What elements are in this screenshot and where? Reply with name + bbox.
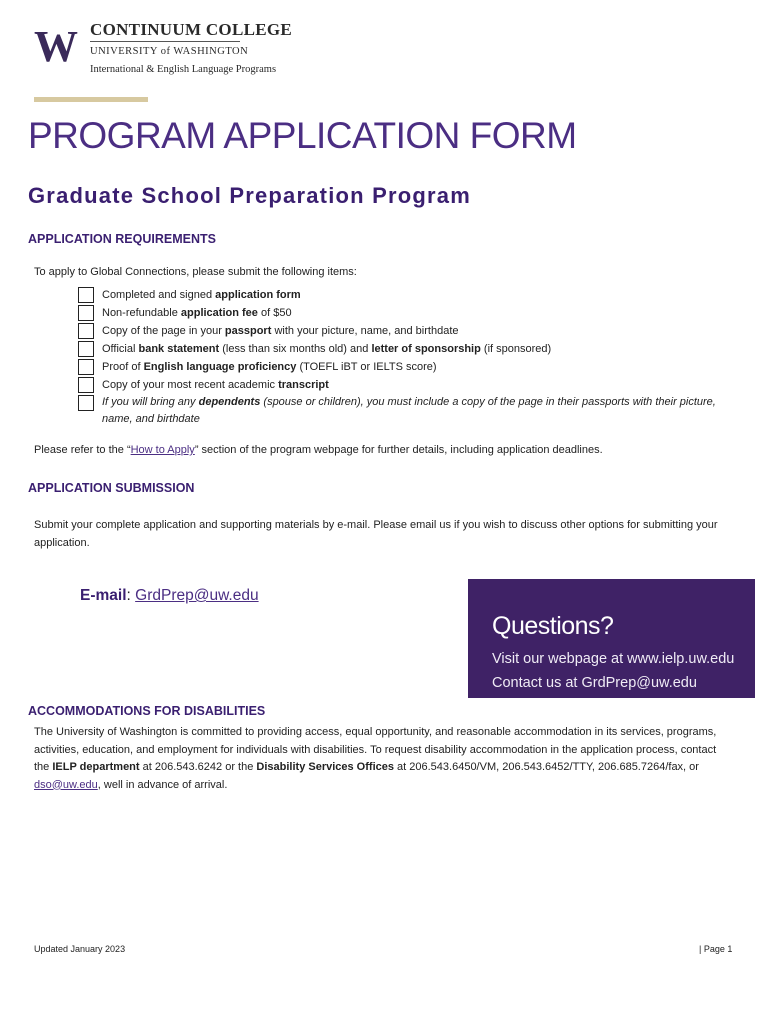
submission-text: Submit your complete application and supporting materials by e-mail. Please email us if you wish to discuss other options for submitting your application.: [34, 519, 718, 549]
checklist-item-text: Copy of the page in your passport with your picture, name, and birthdate: [102, 325, 459, 337]
checklist-item-text: Copy of your most recent academic transcript: [102, 379, 329, 391]
checkbox[interactable]: [78, 287, 94, 303]
refer-note: Please refer to the “How to Apply” section of the program webpage for further details, including application deadlines.: [34, 444, 603, 456]
checklist-item: [78, 322, 738, 340]
logo-line-programs: International & English Language Programs: [90, 64, 277, 75]
checklist-item-text: Proof of English language proficiency (TOEFL iBT or IELTS score): [102, 361, 437, 373]
dso-email-link[interactable]: dso@uw.edu: [34, 778, 98, 791]
checklist-item: [78, 376, 738, 394]
logo-text: [90, 20, 292, 78]
checklist-item-text: Non-refundable application fee of $50: [102, 307, 292, 319]
checkbox[interactable]: [78, 377, 94, 393]
checklist-item: [78, 394, 738, 430]
checklist-item: [78, 340, 738, 358]
program-subtitle: Graduate School Preparation Program: [28, 183, 471, 208]
footer-updated: Updated January 2023: [34, 944, 126, 954]
accommodations-heading: ACCOMMODATIONS FOR DISABILITIES: [28, 704, 266, 718]
questions-contact: Contact us at GrdPrep@uw.edu: [492, 675, 697, 691]
checklist-item-text: If you will bring any dependents (spouse or children), you must include a copy of the page in their passports with their picture, name, and birthdate: [102, 396, 716, 425]
questions-webpage: Visit our webpage at www.ielp.uw.edu: [492, 651, 735, 667]
email-link[interactable]: GrdPrep@uw.edu: [135, 587, 259, 604]
requirements-intro: To apply to Global Connections, please submit the following items:: [34, 266, 357, 278]
page-title: PROGRAM APPLICATION FORM: [28, 115, 577, 156]
checkbox[interactable]: [78, 323, 94, 339]
footer-page-number: | Page 1: [699, 944, 733, 954]
checkbox[interactable]: [78, 341, 94, 357]
logo-line-university: UNIVERSITY of WASHINGTON: [90, 46, 249, 57]
requirements-checklist: [78, 286, 738, 430]
logo-divider: [90, 41, 240, 42]
checkbox[interactable]: [78, 359, 94, 375]
requirements-heading: APPLICATION REQUIREMENTS: [28, 232, 216, 246]
continuum-college-logo: [34, 20, 298, 80]
email-row: E-mail: GrdPrep@uw.edu: [80, 587, 259, 604]
checklist-item-text: Official bank statement (less than six months old) and letter of sponsorship (if sponsored): [102, 343, 552, 355]
checklist-item: [78, 304, 738, 322]
checklist-item: [78, 286, 738, 304]
how-to-apply-link[interactable]: How to Apply: [130, 444, 195, 456]
checkbox[interactable]: [78, 305, 94, 321]
checklist-item-text: Completed and signed application form: [102, 289, 301, 301]
submission-heading: APPLICATION SUBMISSION: [28, 481, 195, 495]
checklist-item: [78, 358, 738, 376]
uw-w-mark: W: [34, 22, 76, 71]
questions-title: Questions?: [492, 612, 614, 640]
logo-line-college: CONTINUUM COLLEGE: [90, 20, 293, 39]
gold-accent-bar: [34, 97, 148, 102]
email-label: E-mail: [80, 587, 127, 604]
questions-box: [468, 579, 755, 698]
checkbox[interactable]: [78, 395, 94, 411]
accommodations-text: The University of Washington is committed to providing access, equal opportunity, and reasonable accommodation in its services, programs, activities, education, and employment for individuals with disabilities. To request disability accommodation in the application process, contact the IELP department at 206.543.6242 or the Disability Services Offices at 206.543.6450/VM, 206.543.6452/TTY, 206.685.7264/fax, or dso@uw.edu, well in advance of arrival.: [34, 726, 717, 791]
